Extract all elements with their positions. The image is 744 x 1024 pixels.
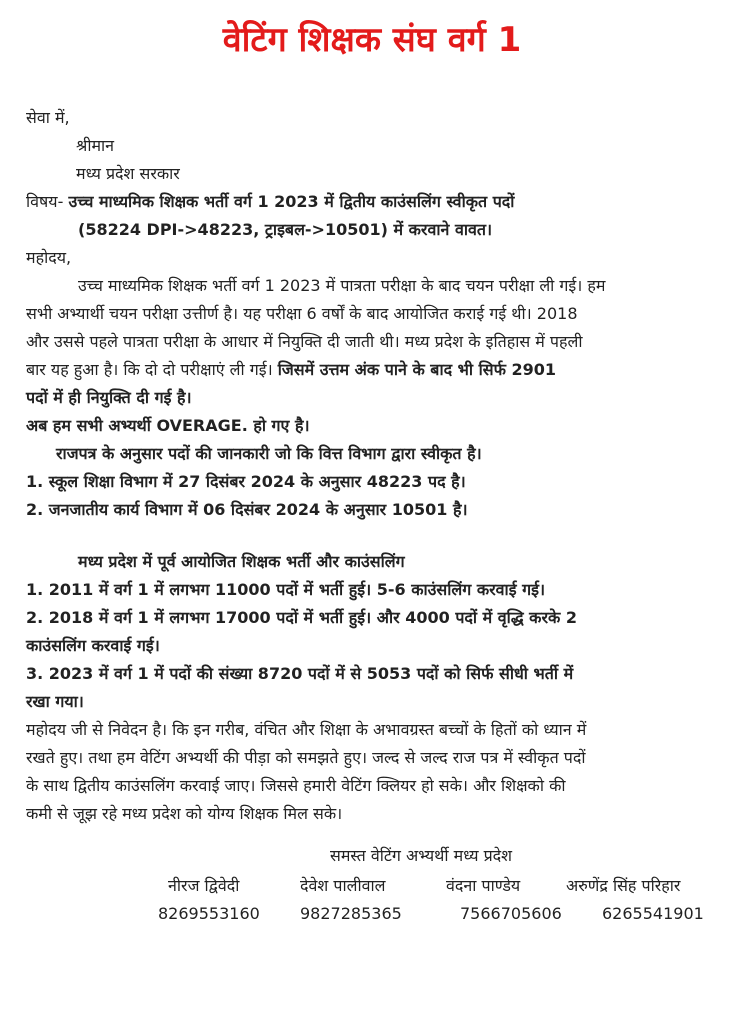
signatory-name-4: अरुणेंद्र सिंह परिहार [566,876,681,895]
greeting: महोदय, [26,248,72,267]
gazette-item-1: 1. स्कूल शिक्षा विभाग में 27 दिसंबर 2024 के अनुसार 48223 पद है। [26,472,466,491]
request-line-4: कमी से जूझ रहे मध्य प्रदेश को योग्य शिक्षक मिल सके। [26,804,343,823]
intro-line-4-normal: बार यह हुआ है। कि दो दो परीक्षाएं ली गई। [26,360,278,379]
intro-line-2: सभी अभ्यार्थी चयन परीक्षा उत्तीर्ण है। यह परीक्षा 6 वर्षों के बाद आयोजित कराई गई थी। 2018 [26,304,578,323]
letter-title: वेटिंग शिक्षक संघ वर्ग 1 [222,20,522,60]
signatory-phone-4: 6265541901 [602,904,704,923]
intro-line-4 [26,356,724,384]
intro-line-3: और उससे पहले पात्रता परीक्षा के आधार में नियुक्ति दी जाती थी। मध्य प्रदेश के इतिहास में पहली [26,332,583,351]
intro-line-5: पदों में ही नियुक्ति दी गई है। [26,388,192,407]
history-heading: मध्य प्रदेश में पूर्व आयोजित शिक्षक भर्ती और काउंसलिंग [78,552,405,571]
history-item-2-line-1: 2. 2018 में वर्ग 1 में लगभग 17000 पदों में भर्ती हुई। और 4000 पदों में वृद्धि करके 2 [26,608,577,627]
signatory-name-1: नीरज द्विवेदी [168,876,240,895]
subject-text-1: उच्च माध्यमिक शिक्षक भर्ती वर्ग 1 2023 में द्वितीय काउंसलिंग स्वीकृत पदों [68,192,515,211]
salutation-recipient: मध्य प्रदेश सरकार [76,164,180,183]
letter-body [26,104,724,828]
gazette-heading: राजपत्र के अनुसार पदों की जानकारी जो कि वित्त विभाग द्वारा स्वीकृत है। [56,444,482,463]
signatory-phone-3: 7566705606 [460,904,562,923]
subject-text-2: (58224 DPI->48223, ट्राइबल->10501) में करवाने वावत। [78,220,493,239]
request-line-1: महोदय जी से निवेदन है। कि इन गरीब, वंचित और शिक्षा के अभावग्रस्त बच्चों के हितों को ध्यान में [26,720,587,739]
signatory-name-2: देवेश पालीवाल [300,876,386,895]
salutation-to: सेवा में, [26,108,70,127]
signatory-phone-2: 9827285365 [300,904,402,923]
overage-statement: अब हम सभी अभ्यर्थी OVERAGE. हो गए है। [26,416,310,435]
history-item-2-line-2: काउंसलिंग करवाई गई। [26,636,160,655]
intro-line-1: उच्च माध्यमिक शिक्षक भर्ती वर्ग 1 2023 में पात्रता परीक्षा के बाद चयन परीक्षा ली गई। हम [78,276,606,295]
intro-line-4-bold: जिसमें उत्तम अंक पाने के बाद भी सिर्फ 2901 [277,360,557,379]
history-item-3-line-1: 3. 2023 में वर्ग 1 में पदों की संख्या 8720 पदों में से 5053 पदों को सिर्फ सीधी भर्ती में [26,664,574,683]
request-line-3: के साथ द्वितीय काउंसलिंग करवाई जाए। जिससे हमारी वेटिंग क्लियर हो सके। और शिक्षको की [26,776,566,795]
request-line-2: रखते हुए। तथा हम वेटिंग अभ्यर्थी की पीड़ा को समझते हुए। जल्द से जल्द राज पत्र में स्वीकृत पदों [26,748,586,767]
gazette-item-2: 2. जनजातीय कार्य विभाग में 06 दिसंबर 2024 के अनुसार 10501 है। [26,500,468,519]
history-item-1: 1. 2011 में वर्ग 1 में लगभग 11000 पदों में भर्ती हुई। 5-6 काउंसलिंग करवाई गई। [26,580,546,599]
signatory-phone-1: 8269553160 [158,904,260,923]
salutation-honorific: श्रीमान [76,136,115,155]
signatory-name-3: वंदना पाण्डेय [446,876,521,895]
subject-label: विषय- [26,192,64,211]
history-item-3-line-2: रखा गया। [26,692,84,711]
subject-line [26,188,724,216]
signatories-heading: समस्त वेटिंग अभ्यर्थी मध्य प्रदेश [330,846,513,865]
